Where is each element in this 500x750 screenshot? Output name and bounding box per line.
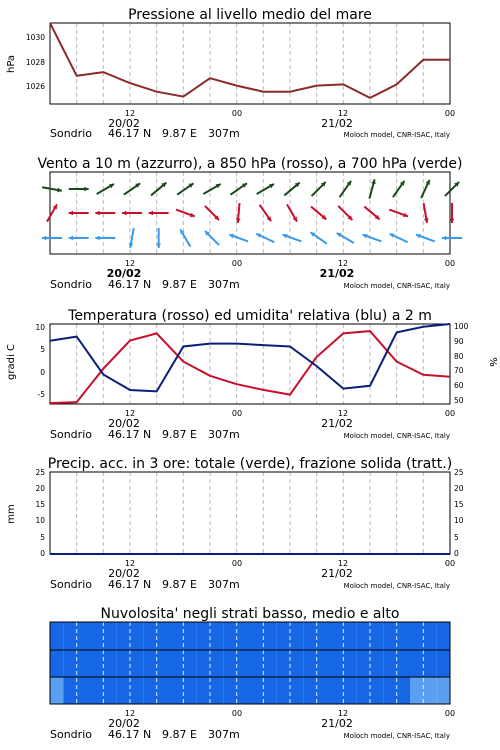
precip-loc-name: Sondrio — [50, 578, 92, 591]
wind-arrow — [180, 229, 190, 246]
temperature-title: Temperatura (rosso) ed umidita' relativa (blu) a 2 m — [68, 308, 432, 324]
cloud-cell — [50, 650, 63, 677]
precip-ytick-5: 5 — [40, 533, 45, 542]
wind-arrow — [203, 184, 220, 194]
temperature-ylabel: gradi C — [6, 344, 17, 380]
wind-xtick-12b: 12 — [337, 259, 349, 268]
pressure-loc-lon: 9.87 E — [162, 127, 197, 140]
wind-arrow — [42, 187, 62, 192]
wind-date-1: 20/02 — [106, 267, 142, 280]
wind-xtick-12a: 12 — [124, 259, 136, 268]
pressure-credit: Moloch model, CNR-ISAC, Italy — [343, 131, 450, 139]
wind-arrow — [256, 233, 274, 242]
wind-arrow — [310, 232, 326, 243]
pressure-loc-lat: 46.17 N — [108, 127, 152, 140]
cloud-title: Nuvolosita' negli strati basso, medio e alto — [100, 606, 400, 622]
cloud-xtick-12b: 12 — [337, 709, 349, 718]
cloud-panel — [50, 606, 455, 741]
cloud-loc-lat: 46.17 N — [108, 728, 152, 741]
cloud-xtick-00a: 00 — [231, 709, 243, 718]
wind-arrow — [338, 206, 352, 220]
wind-arrow — [284, 183, 299, 196]
wind-arrow — [363, 234, 382, 242]
precip-date-1: 20/02 — [108, 567, 140, 580]
wind-arrow — [416, 234, 435, 242]
temp-ytick-0: 0 — [40, 368, 45, 377]
wind-panel — [37, 156, 462, 291]
wind-arrow — [283, 234, 302, 242]
pressure-ytick-1026: 1026 — [25, 82, 45, 91]
wind-arrow — [424, 203, 429, 223]
precip-ytick-25: 25 — [35, 468, 45, 477]
cloud-loc-name: Sondrio — [50, 728, 92, 741]
temp-xtick-00b: 00 — [444, 409, 456, 418]
wind-arrow — [260, 205, 271, 221]
wind-arrow — [151, 183, 166, 196]
precip-rtick-10: 10 — [454, 516, 464, 525]
cloud-cell — [50, 677, 63, 704]
wind-loc-name: Sondrio — [50, 278, 92, 291]
cloud-xtick-00b: 00 — [444, 709, 456, 718]
precip-grid — [77, 472, 424, 554]
pressure-title: Pressione al livello medio del mare — [128, 7, 372, 23]
temp-loc-lon: 9.87 E — [162, 428, 197, 441]
wind-arrow — [287, 204, 297, 221]
precip-ytick-20: 20 — [35, 484, 45, 493]
pressure-xtick-00b: 00 — [444, 109, 456, 118]
precip-frame — [50, 472, 450, 554]
wind-arrow — [337, 233, 354, 243]
precip-loc-elev: 307m — [208, 578, 240, 591]
cloud-loc-elev: 307m — [208, 728, 240, 741]
wind-arrow — [364, 207, 379, 220]
pressure-xtick-12b: 12 — [337, 109, 349, 118]
wind-date-2: 21/02 — [319, 267, 355, 280]
precip-rtick-0: 0 — [454, 549, 459, 558]
precip-ytick-0: 0 — [40, 549, 45, 558]
cloud-loc-lon: 9.87 E — [162, 728, 197, 741]
temperature-panel — [6, 308, 498, 441]
cloud-cell — [437, 622, 450, 650]
wind-title: Vento a 10 m (azzurro), a 850 hPa (rosso), a 700 hPa (verde) — [37, 156, 463, 172]
wind-arrow — [340, 181, 351, 197]
cloud-xtick-12a: 12 — [124, 709, 136, 718]
precip-ytick-10: 10 — [35, 516, 45, 525]
wind-arrow — [176, 210, 195, 218]
wind-arrow — [421, 180, 430, 198]
precip-rtick-20: 20 — [454, 484, 464, 493]
rh-ytick-50: 50 — [454, 396, 464, 405]
temp-ytick-10: 10 — [35, 323, 45, 332]
rh-ytick-100: 100 — [454, 322, 469, 331]
wind-arrow — [311, 207, 326, 220]
precip-rtick-15: 15 — [454, 500, 464, 509]
pressure-ytick-1030: 1030 — [25, 33, 45, 42]
pressure-grid — [77, 23, 424, 104]
wind-arrow — [312, 182, 326, 196]
temperature-grid — [77, 324, 424, 404]
wind-arrow — [122, 211, 142, 216]
wind-arrow — [95, 211, 115, 216]
pressure-date-1: 20/02 — [108, 117, 140, 130]
wind-arrow — [442, 236, 462, 241]
temp-ytick-m5: -5 — [37, 390, 45, 399]
temp-loc-lat: 46.17 N — [108, 428, 152, 441]
precip-xtick-00a: 00 — [231, 559, 243, 568]
precip-credit: Moloch model, CNR-ISAC, Italy — [343, 582, 450, 590]
precip-date-2: 21/02 — [321, 567, 353, 580]
wind-credit: Moloch model, CNR-ISAC, Italy — [343, 282, 450, 290]
cloud-cell — [50, 622, 63, 650]
cloud-cell — [437, 677, 450, 704]
pressure-loc-name: Sondrio — [50, 127, 92, 140]
temp-xtick-12b: 12 — [337, 409, 349, 418]
wind-arrow — [393, 181, 404, 197]
wind-arrow — [69, 236, 89, 241]
pressure-date-2: 21/02 — [321, 117, 353, 130]
precip-rtick-25: 25 — [454, 468, 464, 477]
temp-xtick-00a: 00 — [231, 409, 243, 418]
rh-ytick-60: 60 — [454, 381, 464, 390]
pressure-frame — [50, 23, 450, 104]
precip-panel — [6, 456, 464, 591]
wind-arrow — [257, 184, 274, 194]
pressure-ylabel: hPa — [6, 54, 17, 74]
precip-xtick-12b: 12 — [337, 559, 349, 568]
wind-arrow — [69, 211, 89, 216]
temp-loc-elev: 307m — [208, 428, 240, 441]
wind-xtick-00a: 00 — [231, 259, 243, 268]
humidity-line — [50, 324, 450, 391]
temp-date-1: 20/02 — [108, 417, 140, 430]
wind-loc-lat: 46.17 N — [108, 278, 152, 291]
pressure-line — [50, 23, 450, 98]
precip-title: Precip. acc. in 3 ore: totale (verde), frazione solida (tratt.) — [47, 456, 453, 472]
temperature-line — [50, 331, 450, 403]
temp-date-2: 21/02 — [321, 417, 353, 430]
temperature-frame — [50, 324, 450, 404]
humidity-ylabel: % — [487, 357, 498, 367]
rh-ytick-70: 70 — [454, 366, 464, 375]
wind-arrows — [42, 179, 462, 248]
wind-arrow — [129, 228, 134, 248]
precip-ylabel: mm — [6, 504, 17, 524]
precip-rtick-5: 5 — [454, 533, 459, 542]
temp-xtick-12a: 12 — [124, 409, 136, 418]
wind-arrow — [97, 184, 114, 194]
temp-credit: Moloch model, CNR-ISAC, Italy — [343, 432, 450, 440]
wind-arrow — [124, 183, 140, 194]
pressure-panel — [6, 7, 455, 140]
wind-arrow — [95, 236, 115, 241]
pressure-xtick-00a: 00 — [231, 109, 243, 118]
wind-arrow — [69, 187, 89, 192]
precip-loc-lat: 46.17 N — [108, 578, 152, 591]
pressure-ytick-1028: 1028 — [25, 58, 45, 67]
temp-ytick-5: 5 — [40, 345, 45, 354]
pressure-loc-elev: 307m — [208, 127, 240, 140]
precip-loc-lon: 9.87 E — [162, 578, 197, 591]
temp-loc-name: Sondrio — [50, 428, 92, 441]
wind-arrow — [205, 231, 219, 245]
rh-ytick-90: 90 — [454, 337, 464, 346]
wind-loc-elev: 307m — [208, 278, 240, 291]
wind-arrow — [389, 210, 408, 218]
wind-loc-lon: 9.87 E — [162, 278, 197, 291]
precip-xtick-12a: 12 — [124, 559, 136, 568]
wind-arrow — [42, 236, 62, 241]
cloud-credit: Moloch model, CNR-ISAC, Italy — [343, 732, 450, 740]
wind-xtick-00b: 00 — [444, 259, 456, 268]
pressure-xtick-12a: 12 — [124, 109, 136, 118]
rh-ytick-80: 80 — [454, 352, 464, 361]
precip-ytick-15: 15 — [35, 500, 45, 509]
cloud-cells — [50, 622, 450, 704]
wind-arrow — [177, 183, 193, 194]
cloud-cell — [437, 650, 450, 677]
wind-arrow — [390, 233, 408, 242]
cloud-date-1: 20/02 — [108, 717, 140, 730]
wind-arrow — [445, 182, 459, 196]
wind-arrow — [205, 206, 219, 220]
wind-arrow — [149, 211, 169, 216]
wind-arrow — [229, 234, 248, 242]
wind-arrow — [236, 203, 241, 223]
precip-xtick-00b: 00 — [444, 559, 456, 568]
cloud-date-2: 21/02 — [321, 717, 353, 730]
wind-arrow — [230, 183, 246, 194]
wind-arrow — [47, 204, 57, 221]
